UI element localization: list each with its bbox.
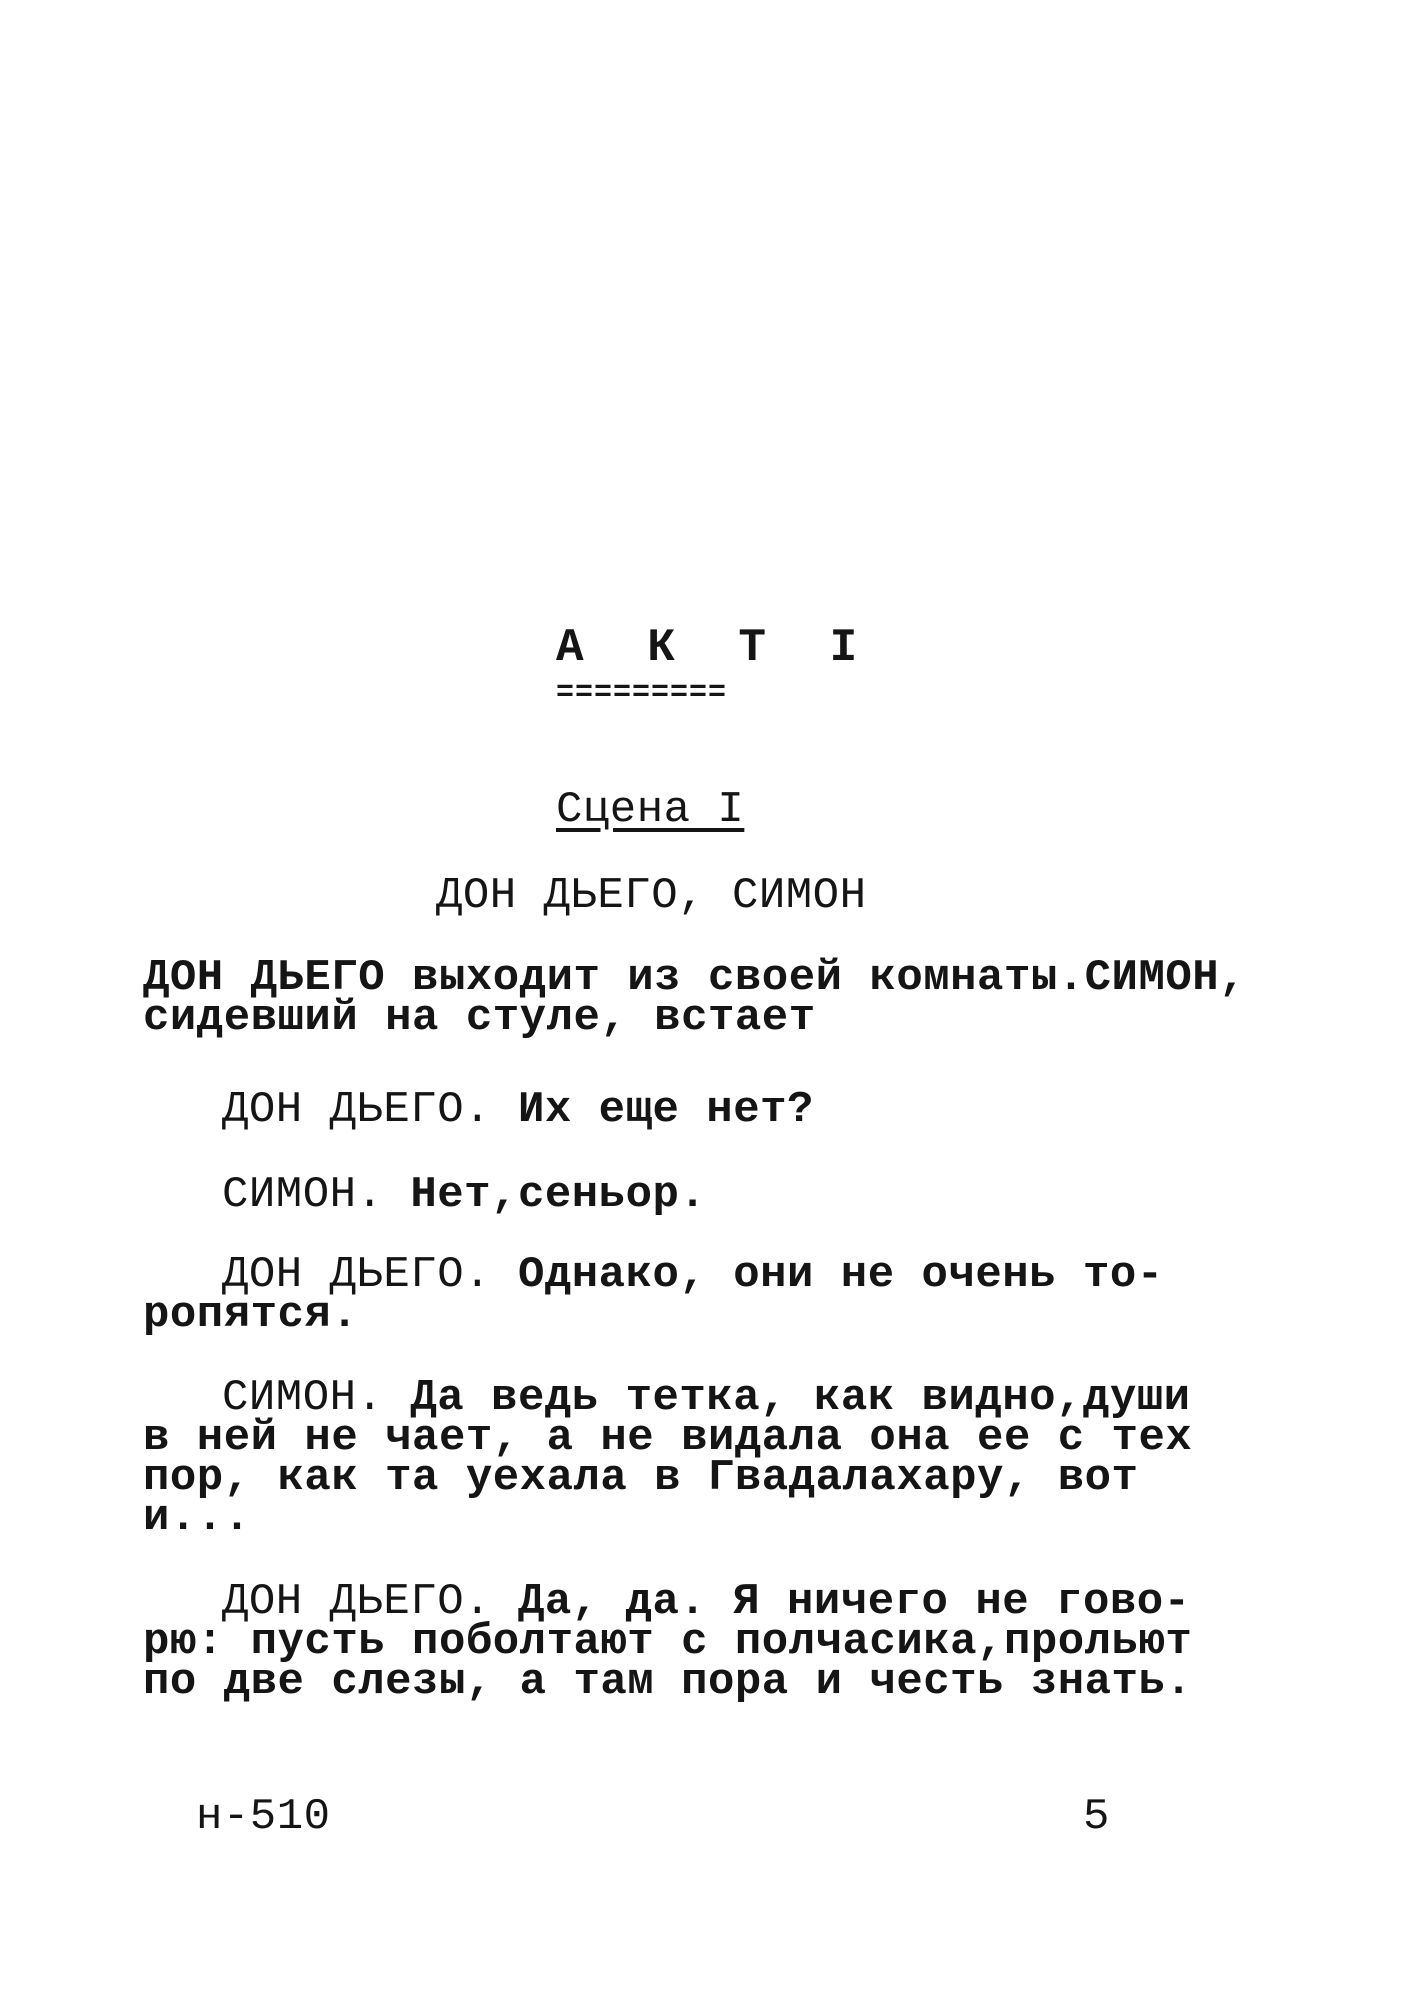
replica-line: ропятся. bbox=[143, 1290, 359, 1340]
act-title: А К Т I bbox=[556, 622, 876, 674]
speaker-name: ДОН ДЬЕГО. bbox=[222, 1250, 492, 1300]
dialogue-replica bbox=[143, 1170, 707, 1220]
scene-title: Сцена I bbox=[556, 785, 745, 835]
stage-direction-line: ДОН ДЬЕГО выходит из своей комнаты.СИМОН, bbox=[143, 953, 1247, 1003]
replica-line bbox=[143, 1577, 1192, 1627]
replica-line bbox=[143, 1373, 1192, 1423]
stage-direction bbox=[143, 953, 1247, 1043]
replica-text: Однако, они не очень то- bbox=[517, 1250, 1164, 1300]
dialogue-replica bbox=[143, 1250, 1164, 1340]
speaker-name: ДОН ДЬЕГО. bbox=[222, 1085, 492, 1135]
dialogue-replica bbox=[143, 1373, 1193, 1543]
replica-text: Да ведь тетка, как видно,души bbox=[410, 1373, 1191, 1423]
replica-text: Их еще нет? bbox=[517, 1085, 814, 1135]
replica-text: Да, да. Я ничего не гово- bbox=[517, 1577, 1191, 1627]
replica-line: и... bbox=[143, 1493, 251, 1543]
speaker-name: ДОН ДЬЕГО. bbox=[222, 1577, 492, 1627]
document-code: н-510 bbox=[196, 1792, 331, 1842]
replica-line: пор, как та уехала в Гвадалахару, вот bbox=[143, 1453, 1139, 1503]
replica-line bbox=[143, 1085, 814, 1135]
replica-line bbox=[143, 1170, 707, 1220]
replica-line: по две слезы, а там пора и честь знать. bbox=[143, 1657, 1193, 1707]
act-title-rule: ========= bbox=[556, 676, 728, 710]
dialogue-replica bbox=[143, 1577, 1193, 1707]
page-number: 5 bbox=[1083, 1792, 1110, 1842]
stage-direction-line: сидевший на стуле, встает bbox=[143, 993, 816, 1043]
speaker-name: СИМОН. bbox=[222, 1373, 384, 1423]
dialogue-replica bbox=[143, 1085, 814, 1135]
replica-line: рю: пусть поболтают с полчасика,прольют bbox=[143, 1617, 1193, 1667]
replica-line bbox=[143, 1250, 1164, 1300]
replica-line: в ней не чает, а не видала она ее с тех bbox=[143, 1413, 1193, 1463]
scene-cast-list: ДОН ДЬЕГО, СИМОН bbox=[436, 871, 867, 921]
replica-text: Нет,сеньор. bbox=[410, 1170, 707, 1220]
speaker-name: СИМОН. bbox=[222, 1170, 384, 1220]
